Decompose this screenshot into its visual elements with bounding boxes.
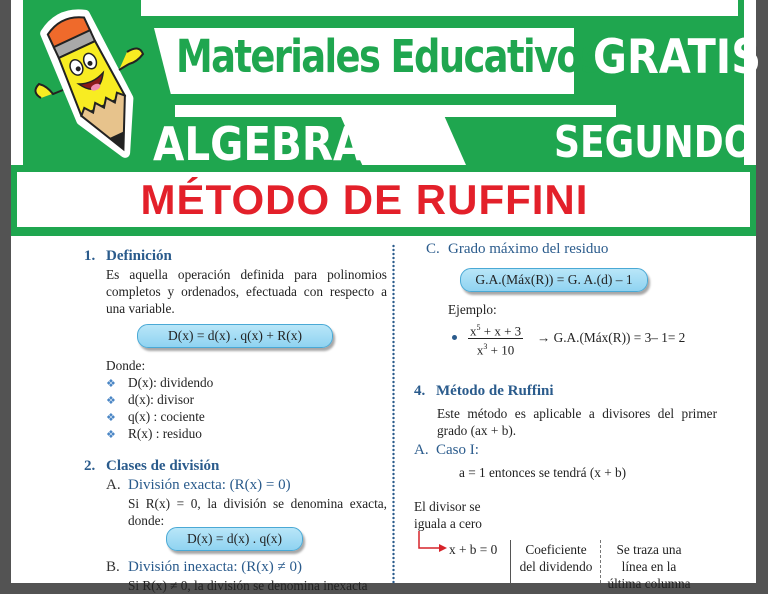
den-base: x: [476, 342, 484, 358]
fraction-denominator: [468, 339, 523, 357]
banner-mid-strip: [175, 105, 616, 117]
page-title: [17, 176, 750, 224]
coef-label-line1: Coeficiente: [525, 542, 587, 557]
inexact-division-text: Si R(x) ≠ 0, la división se denomina inexacta: [128, 578, 368, 593]
subsection-letter: C.: [426, 241, 440, 257]
den-rest: + 10: [487, 342, 515, 358]
brand-title: Materiales Educativos: [176, 30, 601, 83]
ruffini-vertical-line: [510, 540, 511, 583]
line-note-line2: línea en la: [621, 559, 677, 574]
subject-label: ALGEBRA: [153, 117, 365, 171]
formula-box-exact-division: D(x) = d(x) . q(x): [166, 527, 303, 551]
diamond-bullet-icon: ❖: [106, 378, 116, 390]
section-number: 1.: [84, 248, 96, 264]
example-fraction: [468, 320, 523, 358]
subsection-title: Grado máximo del residuo: [448, 241, 609, 257]
case-1-heading: [414, 442, 479, 459]
list-item: [106, 374, 213, 391]
section-1-heading: [84, 248, 172, 265]
case-title: Caso I:: [436, 442, 479, 458]
section-title: Clases de división: [106, 458, 220, 474]
term-text: q(x) : cociente: [128, 409, 205, 424]
formula-box-division-algorithm: D(x) = d(x) . q(x) + R(x): [137, 324, 333, 348]
term-text: R(x) : residuo: [128, 426, 202, 441]
red-arrow-icon: [417, 531, 449, 553]
worksheet-page: [11, 0, 761, 593]
num-exp: 5: [476, 323, 481, 332]
den-exp: 3: [483, 342, 488, 352]
donde-label: Donde:: [106, 358, 146, 373]
num-rest: + x + 3: [480, 323, 522, 339]
subsection-a-heading: [106, 477, 291, 494]
grade-label: SEGUNDO: [554, 117, 755, 168]
term-text: d(x): divisor: [128, 392, 195, 407]
fraction-numerator: [468, 320, 523, 339]
subsection-letter: A.: [106, 477, 121, 493]
banner-decor-top: [141, 0, 738, 16]
ruffini-dashed-line: [600, 540, 601, 583]
case-1-statement: a = 1 entonces se tendrá (x + b): [459, 465, 627, 480]
case-letter: A.: [414, 442, 429, 458]
pencil-mascot-icon: [23, 4, 163, 164]
divisor-equation: x + b = 0: [449, 542, 498, 557]
page-title-text: MÉTODO DE RUFFINI: [140, 176, 589, 223]
line-note-line1: Se traza una: [616, 542, 682, 557]
diamond-bullet-icon: ❖: [106, 429, 116, 441]
list-item: [106, 425, 213, 442]
coef-label-line2: del dividendo: [519, 559, 593, 574]
header-banner: [11, 0, 761, 236]
gratis-badge: GRATIS: [593, 30, 761, 85]
divisor-note-line2: iguala a cero: [414, 516, 482, 531]
divisor-note-line1: El divisor se: [414, 499, 481, 514]
subsection-c-heading: [426, 241, 608, 258]
bullet-dot-icon: [452, 335, 457, 340]
subsection-b-heading: [106, 559, 302, 576]
banner-decor-left: [11, 0, 23, 165]
column-divider: [392, 244, 395, 584]
topic-box: [17, 172, 750, 227]
diamond-bullet-icon: ❖: [106, 412, 116, 424]
section-number: 2.: [84, 458, 96, 474]
section-title: Método de Ruffini: [436, 383, 554, 399]
term-text: D(x): dividendo: [128, 375, 214, 390]
num-base: x: [470, 323, 477, 339]
ruffini-description: Este método es aplicable a divisores del primer grado (ax + b).: [437, 406, 717, 438]
section-2-heading: [84, 458, 219, 475]
diamond-bullet-icon: ❖: [106, 395, 116, 407]
subsection-title: División inexacta: (R(x) ≠ 0): [128, 559, 303, 575]
terms-list: [106, 374, 213, 442]
example-label: Ejemplo:: [448, 302, 497, 317]
section-4-heading: [414, 383, 554, 400]
section-title: Definición: [106, 248, 172, 264]
section-number: 4.: [414, 383, 426, 399]
subsection-letter: B.: [106, 559, 120, 575]
formula-box-max-degree: G.A.(Máx(R)) = G. A.(d) – 1: [460, 268, 648, 292]
list-item: [106, 408, 213, 425]
subsection-title: División exacta: (R(x) = 0): [128, 477, 291, 493]
list-item: [106, 391, 213, 408]
exact-division-text: Si R(x) = 0, la división se denomina exacta, donde:: [128, 496, 387, 528]
line-note-line3: última columna: [607, 576, 691, 591]
example-result: → G.A.(Máx(R)) = 3– 1= 2: [537, 330, 686, 345]
definition-text: Es aquella operación definida para polinomios completos y ordenados, efectuada con respecto a una variable.: [106, 267, 387, 316]
